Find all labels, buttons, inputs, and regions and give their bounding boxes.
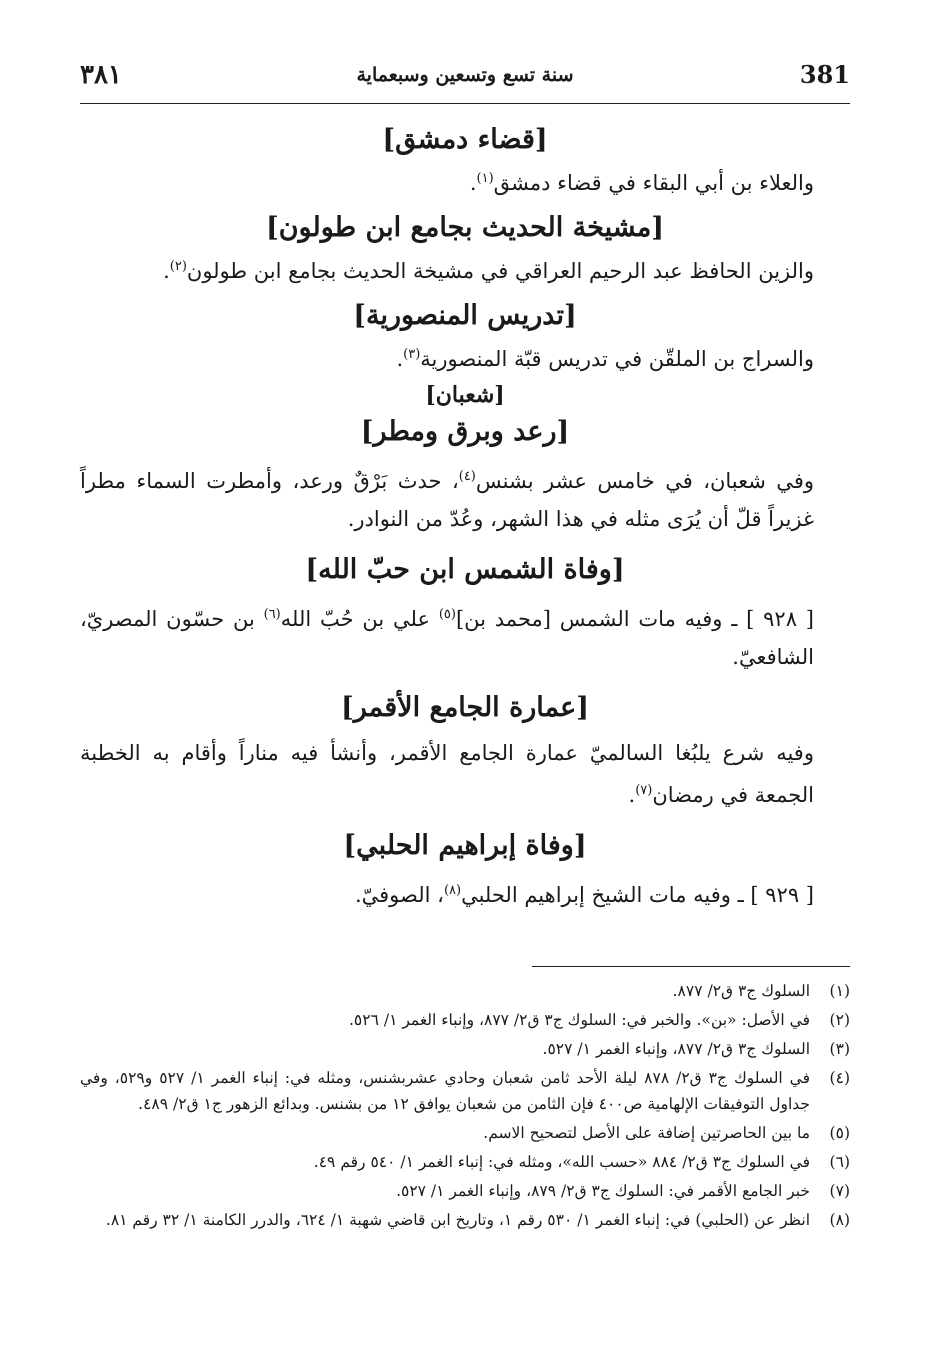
running-header bbox=[80, 60, 850, 100]
footnote-number: (٢) bbox=[829, 1011, 850, 1029]
section-heading: [وفاة الشمس ابن حبّ الله] bbox=[305, 554, 625, 585]
paragraph: والعلاء بن أبي البقاء في قضاء دمشق$^{(١)}$. bbox=[469, 171, 814, 195]
footnote bbox=[80, 1036, 850, 1062]
header-rule bbox=[80, 103, 850, 104]
footnote bbox=[80, 978, 850, 1004]
footnote-number: (٧) bbox=[829, 1182, 850, 1200]
running-title: سنة تسع وتسعين وسبعماية bbox=[356, 64, 574, 86]
footnote-ref: (١) bbox=[476, 171, 494, 186]
month-heading: [شعبان] bbox=[425, 382, 505, 408]
paragraph bbox=[80, 458, 850, 538]
page-number-latin: 381 bbox=[799, 60, 850, 89]
paragraph-text: ، الصوفيّ. bbox=[354, 883, 444, 907]
paragraph-text: [ ٩٢٩ ] ـ وفيه مات الشيخ إبراهيم الحلبي bbox=[461, 883, 814, 907]
footnote-number: (١) bbox=[829, 982, 850, 1000]
section-heading: [رعد وبرق ومطر] bbox=[360, 416, 570, 447]
section-heading: [وفاة إبراهيم الحلبي] bbox=[343, 830, 587, 861]
footnote-ref: (٥) bbox=[438, 607, 456, 622]
footnote-number: (٣) bbox=[829, 1040, 850, 1058]
footnotes bbox=[80, 978, 850, 1236]
footnote-text: في الأصل: «بن». والخبر في: السلوك ج٣ ق٢/ ٨٧٧، وإنباء الغمر ١/ ٥٢٦. bbox=[348, 1011, 810, 1029]
paragraph: والزين الحافظ عبد الرحيم العراقي في مشيخة الحديث بجامع ابن طولون$^{(٢)}$. bbox=[163, 259, 814, 283]
footnote-text: السلوك ج٣ ق٢/ ٨٧٧. bbox=[672, 982, 810, 1000]
paragraph-text: والسراج بن الملقّن في تدريس قبّة المنصورية bbox=[420, 347, 814, 371]
footnote-text: انظر عن (الحلبي) في: إنباء الغمر ١/ ٥٣٠ رقم ١، وتاريخ ابن قاضي شهبة ١/ ٦٢٤، والدرر الكامنة ١/ ٣٢ رقم ٨١. bbox=[105, 1211, 810, 1229]
footnote-ref: (٤) bbox=[458, 469, 476, 484]
footnote-ref: (٣) bbox=[403, 347, 421, 362]
footnote-ref: (٧) bbox=[635, 783, 653, 798]
footnote-text: خبر الجامع الأقمر في: السلوك ج٣ ق٢/ ٨٧٩، وإنباء الغمر ١/ ٥٢٧. bbox=[396, 1182, 810, 1200]
section-heading: [مشيخة الحديث بجامع ابن طولون] bbox=[265, 212, 665, 243]
footnote-ref: (٦) bbox=[263, 607, 281, 622]
section-heading: [قضاء دمشق] bbox=[382, 124, 548, 155]
footnote-number: (٥) bbox=[829, 1124, 850, 1142]
footnote bbox=[80, 1065, 850, 1117]
paragraph-text: علي بن حُبّ الله bbox=[280, 607, 439, 631]
footnote-number: (٦) bbox=[829, 1153, 850, 1171]
paragraph-text: [ ٩٢٨ ] ـ وفيه مات الشمس [محمد بن] bbox=[455, 607, 814, 631]
entry-paragraph bbox=[80, 872, 850, 914]
paragraph-text: والعلاء بن أبي البقاء في قضاء دمشق bbox=[493, 171, 814, 195]
footnote-ref: (٢) bbox=[169, 259, 187, 274]
footnote-text: في السلوك ج٣ ق٢/ ٨٧٨ ليلة الأحد ثامن شعبان وحادي عشربشنس، ومثله في: إنباء الغمر ١/ ٥٢٧ و٥٢٩، وفي جداول التوفيقات الإلهامية ص٤٠٠ فإن الثامن من شعبان يوافق ١٢ من بشنس. وبدائع الزهور ج١ ق٢/ ٤٨٩. bbox=[80, 1069, 811, 1113]
footnote bbox=[80, 1207, 850, 1233]
section-heading: [تدريس المنصورية] bbox=[353, 300, 577, 331]
footnote bbox=[80, 1149, 850, 1175]
footnote-separator bbox=[532, 966, 850, 967]
footnote-ref: (٨) bbox=[443, 883, 462, 898]
footnote-text: السلوك ج٣ ق٢/ ٨٧٧، وإنباء الغمر ١/ ٥٢٧. bbox=[542, 1040, 810, 1058]
main-text bbox=[80, 120, 850, 914]
paragraph-text: وفي شعبان، في خامس عشر بشنس bbox=[475, 469, 814, 493]
paragraph-text: وفيه شرع يلبُغا السالميّ عمارة الجامع الأقمر، وأنشأ فيه مناراً وأقام به الخطبة الجمعة في رمضان bbox=[80, 741, 814, 807]
footnote-number: (٤) bbox=[829, 1069, 850, 1087]
footnote-text: في السلوك ج٣ ق٢/ ٨٨٤ «حسب الله»، ومثله في: إنباء الغمر ١/ ٥٤٠ رقم ٤٩. bbox=[313, 1153, 810, 1171]
paragraph-text: بن حسّون المصريّ، الشافعيّ. bbox=[80, 607, 814, 669]
footnote bbox=[80, 1007, 850, 1033]
footnote bbox=[80, 1178, 850, 1204]
section-heading: [عمارة الجامع الأقمر] bbox=[340, 692, 589, 723]
footnote-number: (٨) bbox=[829, 1211, 850, 1229]
footnote bbox=[80, 1120, 850, 1146]
paragraph-text: ، حدث بَرْقٌ ورعد، وأمطرت السماء مطراً غزيراً قلّ أن يُرَى مثله في هذا الشهر، وعُدّ من النوادر. bbox=[80, 469, 814, 531]
footnote-text: ما بين الحاصرتين إضافة على الأصل لتصحيح الاسم. bbox=[483, 1124, 810, 1142]
entry-paragraph bbox=[80, 596, 850, 676]
paragraph-text: والزين الحافظ عبد الرحيم العراقي في مشيخة الحديث بجامع ابن طولون bbox=[186, 259, 814, 283]
page-number-arabic: ٣٨١ bbox=[80, 60, 122, 90]
paragraph: وفيه شرع يلبُغا السالميّ عمارة الجامع الأقمر، وأنشأ فيه مناراً وأقام به الخطبة الجمعة في رمضان$^{(٧)}$. bbox=[80, 741, 814, 807]
paragraph: والسراج بن الملقّن في تدريس قبّة المنصورية$^{(٣)}$. bbox=[396, 347, 814, 371]
